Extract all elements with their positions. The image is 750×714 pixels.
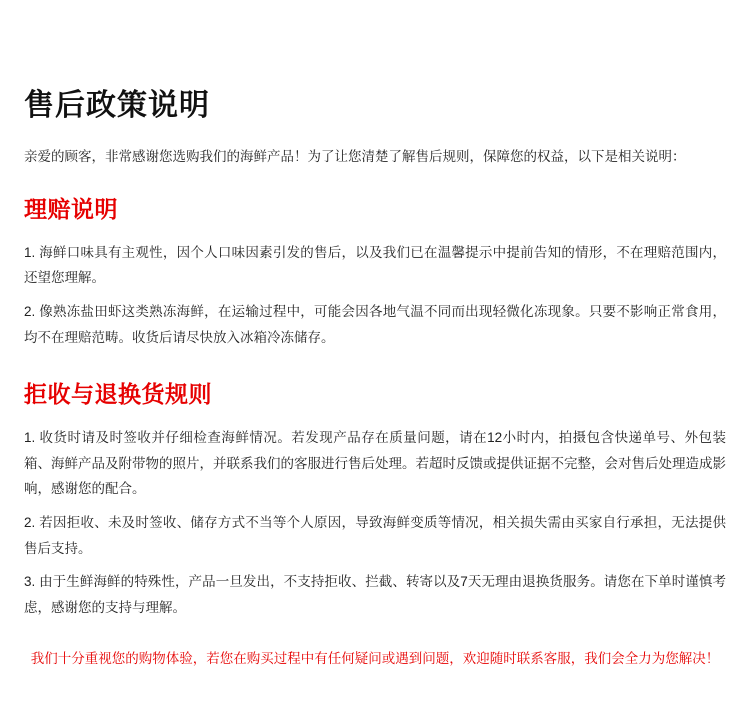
footer-note: 我们十分重视您的购物体验，若您在购买过程中有任何疑问或遇到问题，欢迎随时联系客服，我们会全力为您解决！ (30, 651, 720, 666)
section-heading-returns: 拒收与退换货规则 (24, 381, 212, 408)
section-items-returns (24, 425, 726, 620)
section-items-claims (24, 240, 726, 351)
list-item: 1. 收货时请及时签收并仔细检查海鲜情况。若发现产品存在质量问题，请在12小时内，拍摄包含快递单号、外包装箱、海鲜产品及附带物的照片，并联系我们的客服进行售后处理。若超时反馈或提供证据不完整，会对售后处理造成影响，感谢您的配合。 (24, 430, 726, 497)
list-item: 3. 由于生鲜海鲜的特殊性，产品一旦发出，不支持拒收、拦截、转寄以及7天无理由退换货服务。请您在下单时谨慎考虑，感谢您的支持与理解。 (24, 574, 726, 615)
section-claims (24, 195, 726, 350)
list-item: 2. 像熟冻盐田虾这类熟冻海鲜，在运输过程中，可能会因各地气温不同而出现轻微化冻现象。只要不影响正常食用，均不在理赔范畴。收货后请尽快放入冰箱冷冻储存。 (24, 303, 726, 345)
section-returns (24, 380, 726, 620)
list-item: 1. 海鲜口味具有主观性，因个人口味因素引发的售后，以及我们已在温馨提示中提前告知的情形，不在理赔范围内，还望您理解。 (24, 244, 726, 286)
page-title: 售后政策说明 (24, 89, 210, 122)
list-item: 2. 若因拒收、未及时签收、储存方式不当等个人原因，导致海鲜变质等情况，相关损失需由买家自行承担，无法提供售后支持。 (24, 514, 726, 556)
intro-paragraph: 亲爱的顾客，非常感谢您选购我们的海鲜产品！为了让您清楚了解售后规则，保障您的权益，以下是相关说明： (24, 149, 686, 164)
section-heading-claims: 理赔说明 (24, 195, 118, 222)
